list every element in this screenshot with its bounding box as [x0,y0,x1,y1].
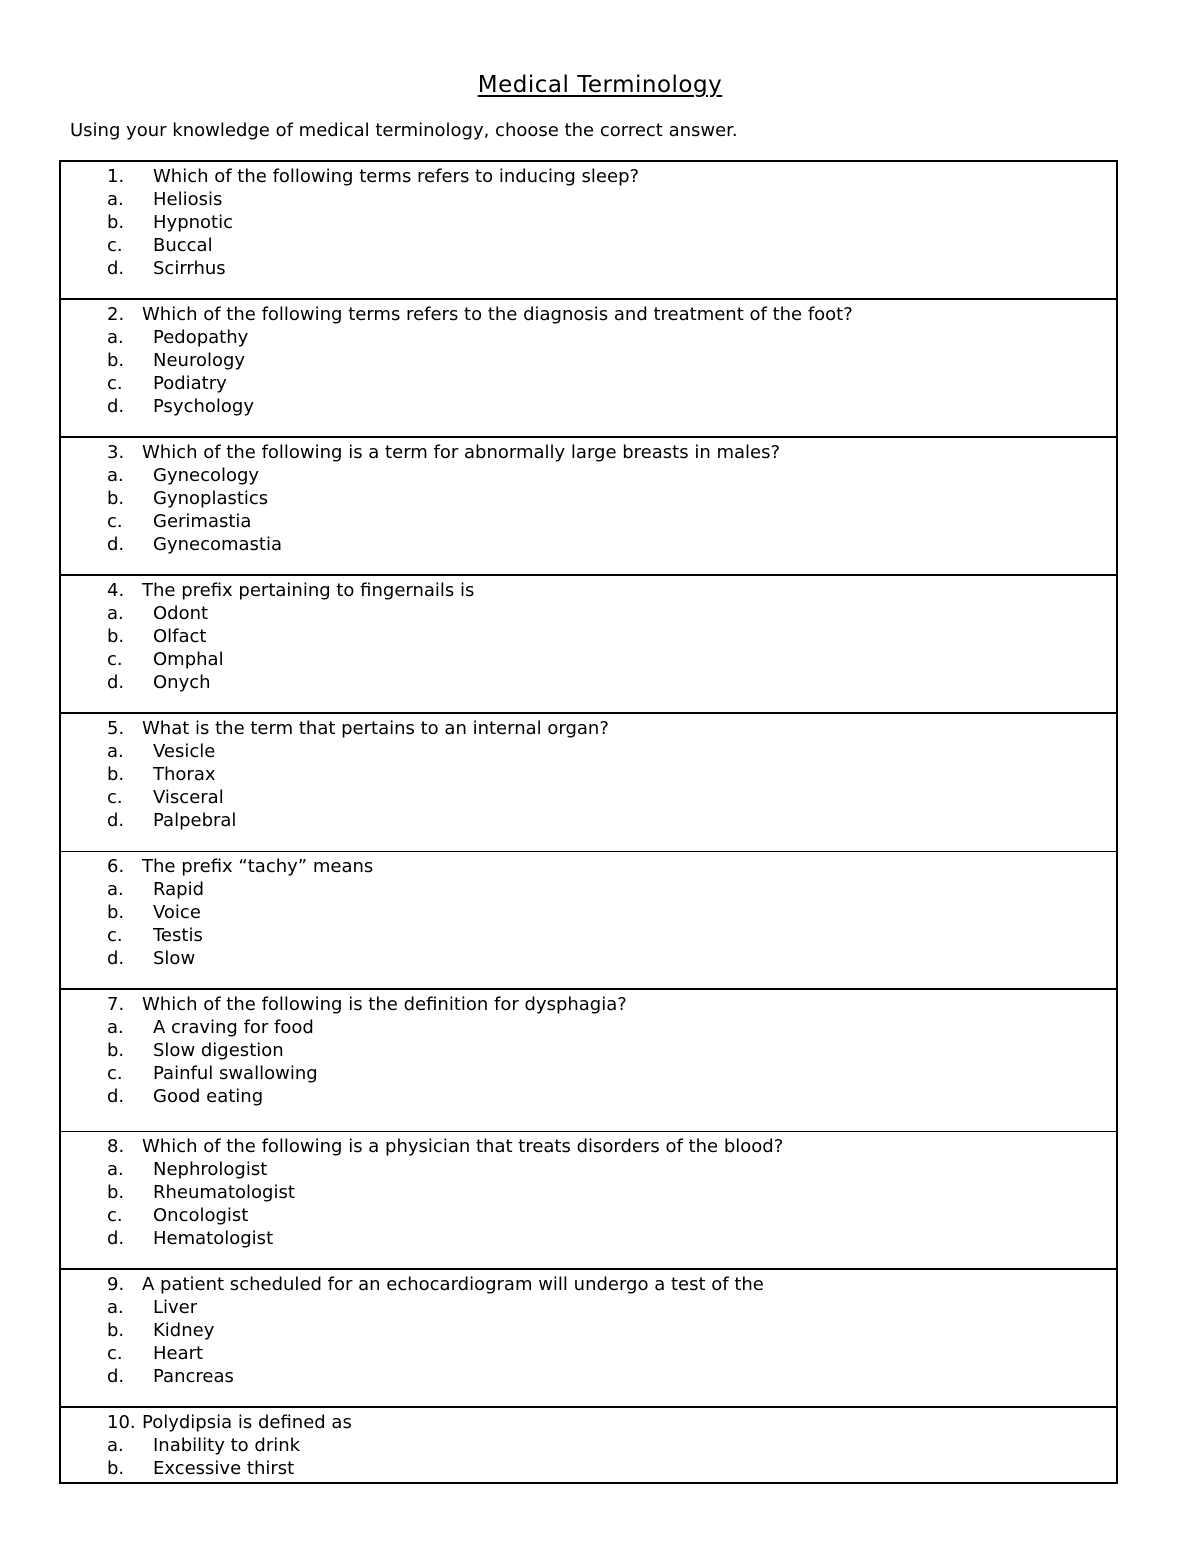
answer-option [61,349,1116,372]
option-text: Slow digestion [153,1040,284,1061]
option-letter: a. [107,741,124,762]
option-letter: a. [107,1435,124,1456]
question-line [61,1411,1116,1434]
answer-option [61,924,1116,947]
question-line [61,993,1116,1016]
question-2 [61,300,1116,438]
option-text: Heart [153,1343,204,1364]
option-letter: b. [107,764,125,785]
question-number: 4. [107,580,125,601]
option-text: Pancreas [153,1366,234,1387]
question-line [61,165,1116,188]
option-text: Buccal [153,235,213,256]
answer-option [61,901,1116,924]
option-text: Vesicle [153,741,216,762]
option-letter: c. [107,1063,123,1084]
answer-option [61,372,1116,395]
option-letter: b. [107,1040,125,1061]
question-number: 6. [107,856,125,877]
question-4 [61,576,1116,714]
option-text: A craving for food [153,1017,314,1038]
answer-option [61,1342,1116,1365]
option-letter: d. [107,396,125,417]
question-text: A patient scheduled for an echocardiogram will undergo a test of the [142,1274,764,1295]
question-text: Which of the following terms refers to inducing sleep? [153,166,640,187]
page-title: Medical Terminology [477,72,723,98]
answer-option [61,211,1116,234]
option-text: Kidney [153,1320,215,1341]
option-letter: b. [107,350,125,371]
question-number: 3. [107,442,125,463]
option-text: Palpebral [153,810,237,831]
option-letter: d. [107,258,125,279]
question-number: 5. [107,718,125,739]
answer-option [61,1319,1116,1342]
option-letter: c. [107,1343,123,1364]
option-text: Scirrhus [153,258,226,279]
answer-option [61,947,1116,970]
option-text: Omphal [153,649,224,670]
option-letter: c. [107,925,123,946]
option-text: Nephrologist [153,1159,268,1180]
question-9 [61,1270,1116,1408]
answer-option [61,188,1116,211]
option-letter: d. [107,948,125,969]
answer-option [61,533,1116,556]
question-text: Which of the following is the definition for dysphagia? [142,994,627,1015]
answer-option [61,809,1116,832]
option-letter: a. [107,189,124,210]
option-text: Onych [153,672,211,693]
option-letter: b. [107,1458,125,1479]
option-text: Excessive thirst [153,1458,295,1479]
option-text: Hypnotic [153,212,233,233]
answer-option [61,1296,1116,1319]
option-letter: a. [107,1297,124,1318]
option-text: Thorax [153,764,216,785]
option-letter: c. [107,1205,123,1226]
answer-option [61,786,1116,809]
option-letter: a. [107,603,124,624]
question-line [61,579,1116,602]
question-line [61,855,1116,878]
question-text: The prefix “tachy” means [142,856,374,877]
answer-option [61,1227,1116,1250]
answer-option [61,1062,1116,1085]
option-letter: d. [107,672,125,693]
question-number: 1. [107,166,125,187]
option-letter: a. [107,879,124,900]
option-text: Heliosis [153,189,223,210]
question-line [61,303,1116,326]
option-letter: d. [107,534,125,555]
option-text: Pedopathy [153,327,249,348]
question-text: Which of the following is a term for abnormally large breasts in males? [142,442,781,463]
question-5 [61,714,1116,852]
question-text: Which of the following terms refers to the diagnosis and treatment of the foot? [142,304,853,325]
question-number: 8. [107,1136,125,1157]
option-text: Gynoplastics [153,488,269,509]
answer-option [61,234,1116,257]
option-text: Gynecology [153,465,260,486]
option-letter: c. [107,511,123,532]
quiz-table [59,160,1118,1484]
option-letter: d. [107,810,125,831]
option-letter: a. [107,1017,124,1038]
question-text: What is the term that pertains to an internal organ? [142,718,609,739]
option-letter: a. [107,1159,124,1180]
option-text: Voice [153,902,201,923]
question-text: Which of the following is a physician that treats disorders of the blood? [142,1136,784,1157]
option-text: Slow [153,948,196,969]
answer-option [61,602,1116,625]
question-number: 9. [107,1274,125,1295]
option-letter: a. [107,465,124,486]
question-text: The prefix pertaining to fingernails is [142,580,475,601]
answer-option [61,740,1116,763]
answer-option [61,510,1116,533]
answer-option [61,487,1116,510]
option-letter: c. [107,373,123,394]
option-text: Hematologist [153,1228,274,1249]
answer-option [61,1457,1116,1480]
answer-option [61,648,1116,671]
option-letter: b. [107,1320,125,1341]
option-letter: b. [107,488,125,509]
answer-option [61,1016,1116,1039]
question-1 [61,162,1116,300]
option-letter: d. [107,1228,125,1249]
answer-option [61,326,1116,349]
answer-option [61,763,1116,786]
option-text: Odont [153,603,209,624]
option-text: Podiatry [153,373,227,394]
question-10 [61,1408,1116,1482]
option-letter: d. [107,1086,125,1107]
question-number: 10. [107,1412,136,1433]
option-letter: b. [107,626,125,647]
question-8 [61,1132,1116,1270]
question-text: Polydipsia is defined as [142,1412,352,1433]
option-letter: c. [107,787,123,808]
answer-option [61,1039,1116,1062]
option-text: Testis [153,925,203,946]
answer-option [61,625,1116,648]
option-text: Olfact [153,626,207,647]
option-letter: b. [107,1182,125,1203]
option-text: Painful swallowing [153,1063,318,1084]
option-letter: b. [107,212,125,233]
answer-option [61,257,1116,280]
option-text: Neurology [153,350,246,371]
answer-option [61,1204,1116,1227]
question-line [61,1273,1116,1296]
option-letter: b. [107,902,125,923]
option-letter: c. [107,235,123,256]
question-number: 7. [107,994,125,1015]
answer-option [61,671,1116,694]
question-3 [61,438,1116,576]
option-letter: c. [107,649,123,670]
answer-option [61,464,1116,487]
option-text: Inability to drink [153,1435,301,1456]
option-text: Good eating [153,1086,264,1107]
option-text: Rheumatologist [153,1182,295,1203]
answer-option [61,1085,1116,1108]
instructions: Using your knowledge of medical terminology, choose the correct answer. [70,120,738,141]
option-letter: d. [107,1366,125,1387]
option-text: Visceral [153,787,224,808]
option-text: Gynecomastia [153,534,283,555]
option-text: Psychology [153,396,254,417]
option-letter: a. [107,327,124,348]
question-7 [61,990,1116,1132]
answer-option [61,395,1116,418]
option-text: Liver [153,1297,198,1318]
question-line [61,1135,1116,1158]
answer-option [61,1181,1116,1204]
option-text: Rapid [153,879,204,900]
question-line [61,717,1116,740]
answer-option [61,1158,1116,1181]
answer-option [61,878,1116,901]
option-text: Oncologist [153,1205,249,1226]
question-number: 2. [107,304,125,325]
question-6 [61,852,1116,990]
question-line [61,441,1116,464]
answer-option [61,1365,1116,1388]
answer-option [61,1434,1116,1457]
option-text: Gerimastia [153,511,252,532]
